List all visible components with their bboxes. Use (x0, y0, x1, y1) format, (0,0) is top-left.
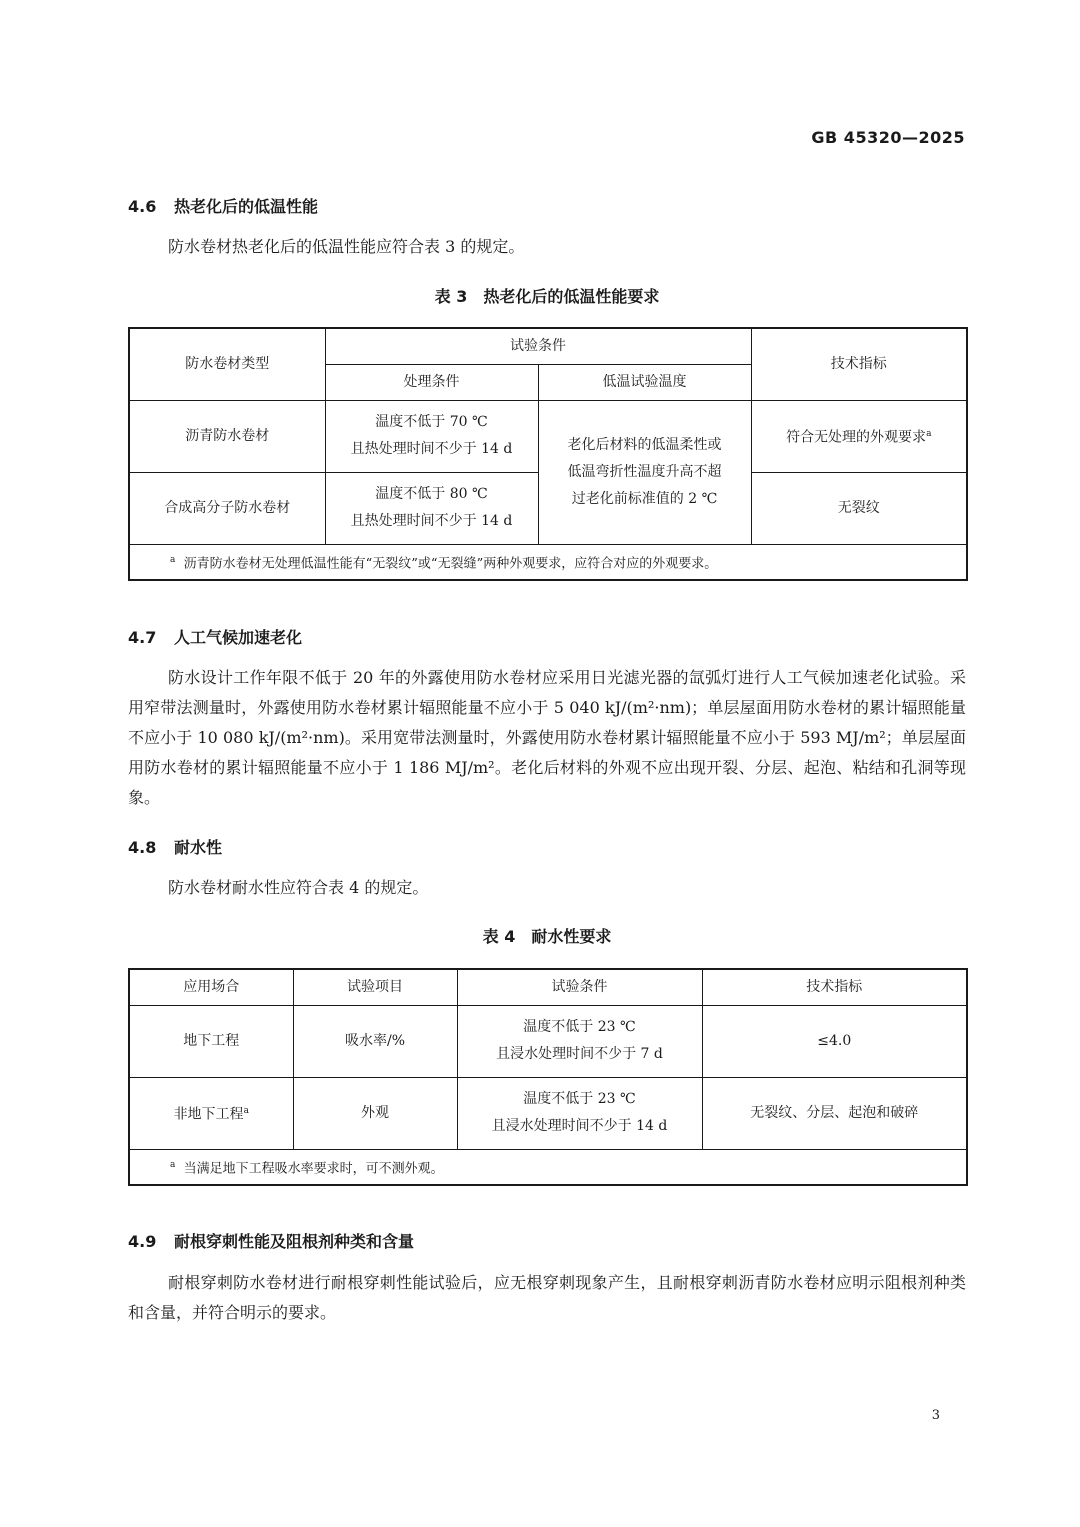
table-4 (128, 968, 968, 1186)
section-4-6-heading (128, 194, 318, 217)
table-3-row2-tech: 无裂纹 (751, 472, 967, 544)
section-number: 4.9 (128, 1232, 157, 1251)
table-4-row2-conditions (457, 1077, 702, 1149)
section-4-9-heading (128, 1229, 414, 1252)
table-4-footnote (129, 1149, 967, 1185)
condition-line: 温度不低于 23 ℃ (523, 1019, 636, 1035)
section-4-8-heading (128, 835, 222, 858)
table-4-row2-item: 外观 (293, 1077, 457, 1149)
section-4-7-heading (128, 625, 302, 648)
condition-line: 且浸水处理时间不少于 7 d (496, 1046, 663, 1062)
table-4-header-conditions: 试验条件 (457, 969, 702, 1005)
table-3-row2-treatment (325, 472, 538, 544)
table-3-row1-tech (751, 400, 967, 472)
table-4-row1-conditions (457, 1005, 702, 1077)
footnote-text: 当满足地下工程吸水率要求时，可不测外观。 (183, 1160, 444, 1176)
footnote-marker: a (170, 1159, 176, 1170)
section-number: 4.8 (128, 838, 157, 857)
table-3 (128, 327, 968, 581)
footnote-marker: a (170, 554, 176, 565)
section-4-6-paragraph: 防水卷材热老化后的低温性能应符合表 3 的规定。 (168, 237, 525, 256)
treatment-line: 且热处理时间不少于 14 d (350, 441, 513, 457)
table-3-footnote (129, 544, 967, 580)
section-number: 4.7 (128, 628, 157, 647)
table-4-header-app: 应用场合 (129, 969, 293, 1005)
tech-text: 符合无处理的外观要求 (786, 429, 927, 446)
section-title: 人工气候加速老化 (174, 628, 303, 647)
table-4-row2-tech: 无裂纹、分层、起泡和破碎 (702, 1077, 967, 1149)
lowtemp-line: 过老化前标准值的 2 ℃ (571, 490, 718, 507)
page-number: 3 (931, 1408, 940, 1423)
table-3-caption: 表 3 热老化后的低温性能要求 (434, 287, 660, 306)
section-title: 耐水性 (174, 838, 223, 857)
treatment-line: 温度不低于 70 ℃ (375, 414, 488, 430)
condition-line: 且浸水处理时间不少于 14 d (491, 1118, 668, 1134)
section-title: 热老化后的低温性能 (174, 197, 319, 216)
section-number: 4.6 (128, 197, 157, 216)
treatment-line: 且热处理时间不少于 14 d (350, 513, 513, 529)
footnote-marker: a (243, 1105, 249, 1116)
app-text: 非地下工程 (173, 1106, 244, 1123)
table-3-header-conditions: 试验条件 (325, 328, 751, 364)
table-3-row2-type: 合成高分子防水卷材 (129, 472, 325, 544)
footnote-text: 沥青防水卷材无处理低温性能有“无裂纹”或“无裂缝”两种外观要求，应符合对应的外观要求。 (183, 555, 718, 571)
table-4-row2-app (129, 1077, 293, 1149)
table-3-header-treatment: 处理条件 (325, 364, 538, 400)
section-4-8-paragraph: 防水卷材耐水性应符合表 4 的规定。 (168, 878, 429, 897)
lowtemp-line: 低温弯折性温度升高不超 (567, 463, 722, 480)
table-3-row1-treatment (325, 400, 538, 472)
table-4-row1-app: 地下工程 (129, 1005, 293, 1077)
condition-line: 温度不低于 23 ℃ (523, 1091, 636, 1107)
standard-code: GB 45320—2025 (811, 128, 965, 147)
footnote-marker: a (926, 428, 932, 439)
lowtemp-line: 老化后材料的低温柔性或 (567, 436, 722, 453)
table-4-caption: 表 4 耐水性要求 (482, 927, 612, 946)
table-4-header-tech: 技术指标 (702, 969, 967, 1005)
section-title: 耐根穿刺性能及阻根剂种类和含量 (174, 1232, 415, 1251)
table-3-lowtemp-value (538, 400, 751, 544)
section-4-9-paragraph: 耐根穿刺防水卷材进行耐根穿刺性能试验后，应无根穿刺现象产生，且耐根穿刺沥青防水卷材应明示阻根剂种类和含量，并符合明示的要求。 (128, 1273, 966, 1322)
table-3-header-tech: 技术指标 (751, 328, 967, 400)
table-3-row1-type: 沥青防水卷材 (129, 400, 325, 472)
table-4-row1-item: 吸水率/% (293, 1005, 457, 1077)
section-4-7-paragraph: 防水设计工作年限不低于 20 年的外露使用防水卷材应采用日光滤光器的氙弧灯进行人工气候加速老化试验。采用窄带法测量时，外露使用防水卷材累计辐照能量不应小于 5 040 kJ/(m²·nm)；单层屋面用防水卷材的累计辐照能量不应小于 10 080 kJ/(m²·nm)。采用宽带法测量时，外露使用防水卷材累计辐照能量不应小于 593 MJ/m²；单层屋面用防水卷材的累计辐照能量不应小于 1 186 MJ/m²。老化后材料的外观不应出现开裂、分层、起泡、粘结和孔洞等现象。 (128, 668, 966, 807)
table-3-header-lowtemp: 低温试验温度 (538, 364, 751, 400)
treatment-line: 温度不低于 80 ℃ (375, 486, 488, 502)
table-4-row1-tech: ≤4.0 (702, 1005, 967, 1077)
table-3-header-type: 防水卷材类型 (129, 328, 325, 400)
table-4-header-item: 试验项目 (293, 969, 457, 1005)
